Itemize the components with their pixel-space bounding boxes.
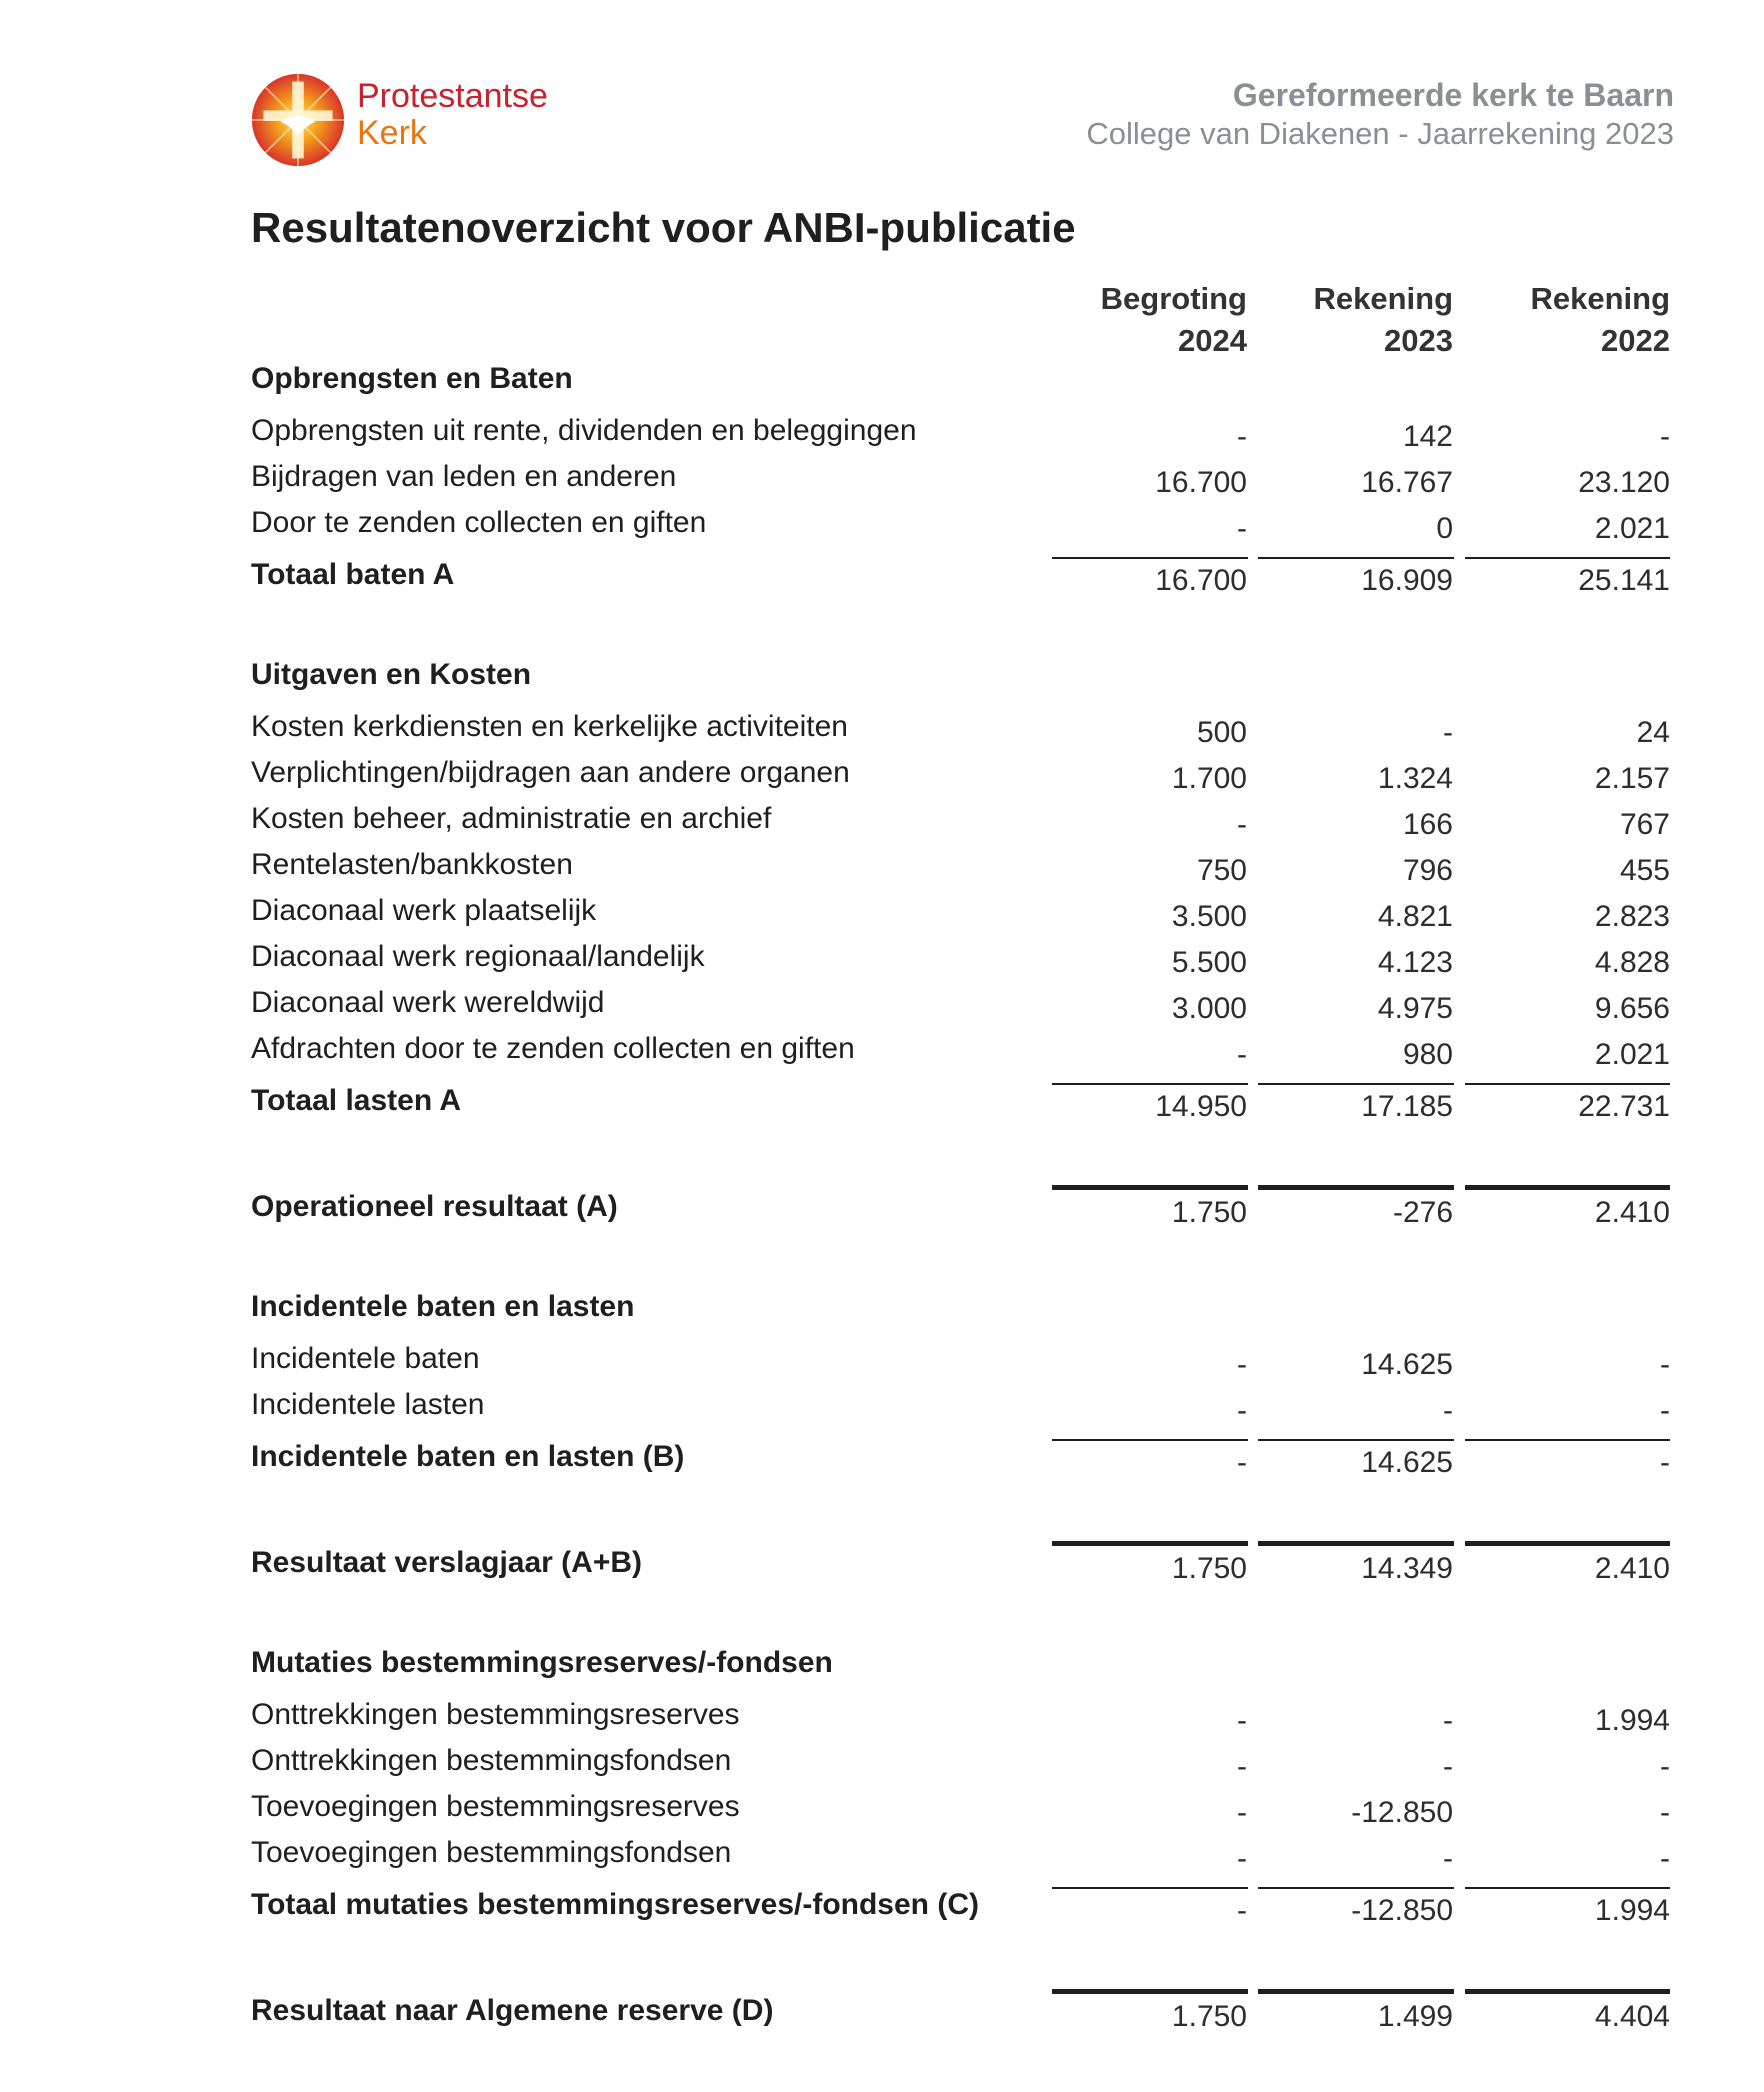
table-row (0, 1382, 1764, 1428)
value-rekening-2022: - (1660, 1842, 1670, 1875)
row-label: Resultaat verslagjaar (A+B) (251, 1546, 642, 1579)
row-label: Opbrengsten en Baten (251, 362, 573, 395)
value-begroting-2024: - (1237, 1750, 1247, 1783)
value-begroting-2024: - (1237, 1348, 1247, 1381)
logo-line-protestantse: Protestantse (357, 77, 548, 115)
value-rekening-2023: 17.185 (1361, 1090, 1453, 1123)
value-rekening-2022: - (1660, 1796, 1670, 1829)
value-rekening-2022: 455 (1619, 854, 1670, 887)
value-rekening-2022: 1.994 (1594, 1894, 1670, 1927)
column-header-line2: 2022 (1601, 323, 1670, 358)
value-rekening-2022: - (1660, 1446, 1670, 1479)
value-begroting-2024: 500 (1196, 716, 1247, 749)
column-header-line1: Rekening (1530, 281, 1670, 316)
row-label: Diaconaal werk regionaal/landelijk (251, 940, 705, 973)
result-row (0, 1540, 1764, 1586)
table-row (0, 1336, 1764, 1382)
result-row (0, 1988, 1764, 2034)
value-rekening-2022: 24 (1636, 716, 1670, 749)
row-label: Door te zenden collecten en giften (251, 506, 707, 539)
value-rekening-2023: -12.850 (1351, 1894, 1453, 1927)
row-label: Diaconaal werk plaatselijk (251, 894, 597, 927)
total-row (0, 1882, 1764, 1928)
value-rekening-2022: 1.994 (1594, 1704, 1670, 1737)
row-label: Onttrekkingen bestemmingsfondsen (251, 1744, 732, 1777)
value-rekening-2022: 25.141 (1578, 564, 1670, 597)
value-rekening-2023: 14.625 (1361, 1446, 1453, 1479)
row-label: Incidentele lasten (251, 1388, 485, 1421)
table-row (0, 454, 1764, 500)
value-begroting-2024: - (1237, 512, 1247, 545)
section-heading-opbrengsten (0, 356, 1764, 402)
value-rekening-2023: 166 (1402, 808, 1453, 841)
table-row (0, 796, 1764, 842)
value-begroting-2024: 14.950 (1155, 1090, 1247, 1123)
value-rekening-2023: 0 (1436, 512, 1453, 545)
value-rekening-2022: 22.731 (1578, 1090, 1670, 1123)
row-label: Toevoegingen bestemmingsreserves (251, 1790, 740, 1823)
table-row (0, 1026, 1764, 1072)
value-rekening-2022: - (1660, 1394, 1670, 1427)
column-header-rekening-2023 (1313, 278, 1453, 362)
total-row (0, 552, 1764, 598)
value-begroting-2024: - (1237, 1394, 1247, 1427)
value-rekening-2023: 14.625 (1361, 1348, 1453, 1381)
value-rekening-2022: 23.120 (1578, 466, 1670, 499)
value-rekening-2022: 2.021 (1594, 1038, 1670, 1071)
logo-wordmark (357, 78, 548, 152)
column-header-rekening-2022 (1530, 278, 1670, 362)
total-row (0, 1434, 1764, 1480)
organization-header (1086, 76, 1674, 154)
column-header-line2: 2024 (1178, 323, 1247, 358)
value-rekening-2023: -276 (1392, 1196, 1453, 1229)
section-heading-mutaties (0, 1640, 1764, 1686)
row-label: Kosten kerkdiensten en kerkelijke activiteiten (251, 710, 848, 743)
value-rekening-2023: 16.767 (1361, 466, 1453, 499)
value-begroting-2024: - (1237, 1796, 1247, 1829)
value-rekening-2022: 9.656 (1594, 992, 1670, 1025)
value-rekening-2023: 142 (1402, 420, 1453, 453)
row-label: Operationeel resultaat (A) (251, 1190, 618, 1223)
row-label: Incidentele baten en lasten (B) (251, 1440, 685, 1473)
table-row (0, 704, 1764, 750)
value-begroting-2024: 5.500 (1171, 946, 1247, 979)
value-begroting-2024: 1.750 (1171, 1196, 1247, 1229)
value-rekening-2022: 2.410 (1594, 1196, 1670, 1229)
row-label: Totaal baten A (251, 558, 455, 591)
table-row (0, 888, 1764, 934)
value-rekening-2022: - (1660, 420, 1670, 453)
row-label: Kosten beheer, administratie en archief (251, 802, 772, 835)
org-subtitle: College van Diakenen - Jaarrekening 2023 (1086, 116, 1674, 151)
value-rekening-2022: 4.404 (1594, 2000, 1670, 2033)
column-header-line1: Begroting (1100, 281, 1247, 316)
value-rekening-2022: 2.021 (1594, 512, 1670, 545)
value-begroting-2024: - (1237, 808, 1247, 841)
value-rekening-2023: 1.499 (1377, 2000, 1453, 2033)
value-rekening-2022: 2.157 (1594, 762, 1670, 795)
section-heading-uitgaven (0, 652, 1764, 698)
value-rekening-2023: 4.123 (1377, 946, 1453, 979)
value-begroting-2024: - (1237, 1446, 1247, 1479)
row-label: Toevoegingen bestemmingsfondsen (251, 1836, 732, 1869)
value-rekening-2023: 14.349 (1361, 1552, 1453, 1585)
row-label: Rentelasten/bankkosten (251, 848, 573, 881)
table-row (0, 408, 1764, 454)
value-rekening-2022: - (1660, 1750, 1670, 1783)
row-label: Incidentele baten (251, 1342, 480, 1375)
value-rekening-2023: - (1443, 1842, 1453, 1875)
logo-line-kerk: Kerk (357, 114, 427, 152)
value-rekening-2023: 1.324 (1377, 762, 1453, 795)
value-rekening-2022: 767 (1619, 808, 1670, 841)
column-header-line2: 2023 (1384, 323, 1453, 358)
row-label: Diaconaal werk wereldwijd (251, 986, 605, 1019)
column-header-line1: Rekening (1313, 281, 1453, 316)
table-row (0, 934, 1764, 980)
table-row (0, 1738, 1764, 1784)
value-rekening-2022: 2.410 (1594, 1552, 1670, 1585)
value-begroting-2024: 16.700 (1155, 564, 1247, 597)
value-begroting-2024: - (1237, 1704, 1247, 1737)
row-label: Resultaat naar Algemene reserve (D) (251, 1994, 774, 2027)
value-begroting-2024: 3.500 (1171, 900, 1247, 933)
value-rekening-2023: 796 (1402, 854, 1453, 887)
table-row (0, 980, 1764, 1026)
row-label: Incidentele baten en lasten (251, 1290, 635, 1323)
value-rekening-2023: 4.975 (1377, 992, 1453, 1025)
row-label: Onttrekkingen bestemmingsreserves (251, 1698, 740, 1731)
total-row (0, 1078, 1764, 1124)
value-rekening-2022: 2.823 (1594, 900, 1670, 933)
row-label: Verplichtingen/bijdragen aan andere organen (251, 756, 850, 789)
value-begroting-2024: - (1237, 1842, 1247, 1875)
table-row (0, 500, 1764, 546)
value-rekening-2022: 4.828 (1594, 946, 1670, 979)
value-rekening-2022: - (1660, 1348, 1670, 1381)
value-begroting-2024: 1.750 (1171, 1552, 1247, 1585)
result-row (0, 1184, 1764, 1230)
value-rekening-2023: -12.850 (1351, 1796, 1453, 1829)
value-begroting-2024: 1.750 (1171, 2000, 1247, 2033)
row-label: Totaal mutaties bestemmingsreserves/-fondsen (C) (251, 1888, 979, 1921)
section-heading-incidentele (0, 1284, 1764, 1330)
row-label: Uitgaven en Kosten (251, 658, 532, 691)
value-rekening-2023: 16.909 (1361, 564, 1453, 597)
value-begroting-2024: - (1237, 1038, 1247, 1071)
value-rekening-2023: - (1443, 1394, 1453, 1427)
value-rekening-2023: - (1443, 1750, 1453, 1783)
value-rekening-2023: 980 (1402, 1038, 1453, 1071)
value-begroting-2024: 750 (1196, 854, 1247, 887)
value-begroting-2024: 3.000 (1171, 992, 1247, 1025)
table-row (0, 842, 1764, 888)
value-begroting-2024: 1.700 (1171, 762, 1247, 795)
value-rekening-2023: 4.821 (1377, 900, 1453, 933)
row-label: Mutaties bestemmingsreserves/-fondsen (251, 1646, 833, 1679)
column-header-begroting-2024 (1101, 278, 1247, 362)
row-label: Opbrengsten uit rente, dividenden en beleggingen (251, 414, 917, 447)
table-row (0, 750, 1764, 796)
value-begroting-2024: - (1237, 420, 1247, 453)
org-name: Gereformeerde kerk te Baarn (1232, 77, 1674, 113)
value-rekening-2023: - (1443, 1704, 1453, 1737)
protestantse-kerk-logo (250, 72, 346, 168)
row-label: Bijdragen van leden en anderen (251, 460, 677, 493)
page-title: Resultatenoverzicht voor ANBI-publicatie (251, 204, 1076, 251)
row-label: Totaal lasten A (251, 1084, 462, 1117)
value-begroting-2024: 16.700 (1155, 466, 1247, 499)
table-row (0, 1830, 1764, 1876)
table-row (0, 1692, 1764, 1738)
value-begroting-2024: - (1237, 1894, 1247, 1927)
value-rekening-2023: - (1443, 716, 1453, 749)
table-row (0, 1784, 1764, 1830)
row-label: Afdrachten door te zenden collecten en giften (251, 1032, 855, 1065)
